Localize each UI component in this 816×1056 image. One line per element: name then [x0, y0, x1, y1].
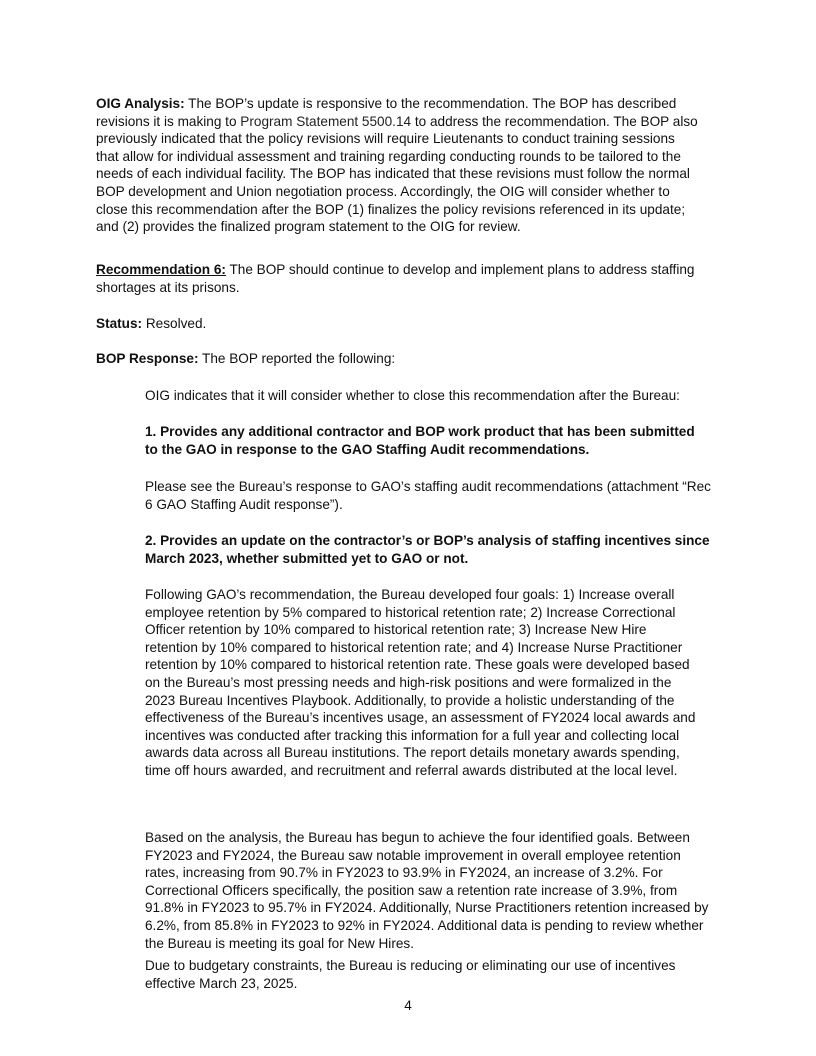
- text: 2023 Bureau Incentives Playbook. Additionally, to provide a holistic understanding of the: [145, 692, 675, 708]
- text: employee retention by 5% compared to historical retention rate; 2) Increase Correctional: [145, 604, 676, 620]
- text: effectiveness of the Bureau’s incentives usage, an assessment of FY2024 local awards and: [145, 710, 696, 726]
- text: Officer retention by 10% compared to historical retention rate; 3) Increase New Hire: [145, 622, 647, 638]
- text: The BOP’s update is responsive to the recommendation. The BOP has described: [184, 96, 677, 111]
- text: time off hours awarded, and recruitment and referral awards distributed at the local level.: [145, 762, 678, 778]
- text: BOP development and Union negotiation process. Accordingly, the OIG will consider whether to: [96, 183, 670, 199]
- text: to the GAO in response to the GAO Staffing Audit recommendations.: [145, 441, 590, 457]
- recommendation-label: Recommendation 6:: [96, 262, 226, 277]
- text: close this recommendation after the BOP (1) finalizes the policy revisions referenced in its update;: [96, 201, 686, 217]
- text: effective March 23, 2025.: [145, 975, 298, 991]
- text: March 2023, whether submitted yet to GAO or not.: [145, 550, 469, 566]
- program-statement-link[interactable]: Program Statement 5500.14: [240, 113, 412, 129]
- response-paragraph-3: [145, 829, 735, 952]
- text: revisions it is making to: [96, 113, 241, 129]
- bop-response-paragraph: [96, 350, 736, 368]
- text: OIG indicates that it will consider whether to close this recommendation after the Bureau:: [145, 388, 680, 403]
- text: Correctional Officers specifically, the position saw a retention rate increase of 3.9%, from: [145, 882, 678, 898]
- text: incentives was conducted after tracking this information for a full year and collecting local: [145, 727, 680, 743]
- text: to address the recommendation. The BOP also: [411, 113, 698, 129]
- status-paragraph: [96, 315, 736, 333]
- text: that allow for individual assessment and training regarding conducting rounds to be tailored to the: [96, 148, 681, 164]
- bop-response-label: BOP Response:: [96, 351, 199, 366]
- text: Based on the analysis, the Bureau has begun to achieve the four identified goals. Between: [145, 830, 690, 845]
- response-item-1: [145, 423, 735, 458]
- text: Due to budgetary constraints, the Bureau is reducing or eliminating our use of incentives: [145, 958, 676, 973]
- text: needs of each individual facility. The BOP has indicated that these revisions must follow the normal: [96, 166, 690, 182]
- text: 6 GAO Staffing Audit response”).: [145, 496, 343, 512]
- response-intro: [145, 387, 735, 405]
- text: on the Bureau’s most pressing needs and high-risk positions and were formalized in the: [145, 674, 672, 690]
- status-label: Status:: [96, 316, 143, 331]
- status-value: Resolved.: [142, 316, 207, 331]
- text: Please see the Bureau’s response to GAO’s staffing audit recommendations (attachment “Rec: [145, 479, 711, 494]
- recommendation-paragraph: [96, 261, 736, 296]
- text: 6.2%, from 85.8% in FY2023 to 92% in FY2024. Additional data is pending to review whether: [145, 917, 704, 933]
- response-paragraph-2: [145, 586, 735, 780]
- text: awards data across all Bureau institutions. The report details monetary awards spending,: [145, 745, 680, 761]
- oig-analysis-paragraph: [96, 95, 736, 236]
- response-paragraph-1: [145, 478, 735, 513]
- text: 2. Provides an update on the contractor’s or BOP’s analysis of staffing incentives since: [145, 533, 710, 548]
- text: 91.8% in FY2023 to 95.7% in FY2024. Additionally, Nurse Practitioners retention increased by: [145, 900, 709, 916]
- page-number: 4: [404, 998, 412, 1013]
- response-paragraph-4: [145, 957, 735, 992]
- oig-analysis-label: OIG Analysis:: [96, 96, 185, 111]
- text: and (2) provides the finalized program statement to the OIG for review.: [96, 219, 521, 235]
- text: The BOP should continue to develop and implement plans to address staffing: [225, 262, 695, 277]
- text: previously indicated that the policy revisions will require Lieutenants to conduct training sessions: [96, 131, 675, 147]
- text: The BOP reported the following:: [198, 351, 396, 366]
- text: FY2023 and FY2024, the Bureau saw notable improvement in overall employee retention: [145, 847, 681, 863]
- text: shortages at its prisons.: [96, 279, 240, 295]
- text: the Bureau is meeting its goal for New Hires.: [145, 935, 414, 951]
- text: Following GAO’s recommendation, the Bureau developed four goals: 1) Increase overall: [145, 587, 675, 602]
- text: retention by 10% compared to historical retention rate; and 4) Increase Nurse Practitioner: [145, 639, 683, 655]
- text: 1. Provides any additional contractor and BOP work product that has been submitted: [145, 424, 695, 439]
- text: retention by 10% compared to historical retention rate. These goals were developed based: [145, 657, 690, 673]
- response-item-2: [145, 532, 735, 567]
- text: rates, increasing from 90.7% in FY2023 to 93.9% in FY2024, an increase of 3.2%. For: [145, 865, 663, 881]
